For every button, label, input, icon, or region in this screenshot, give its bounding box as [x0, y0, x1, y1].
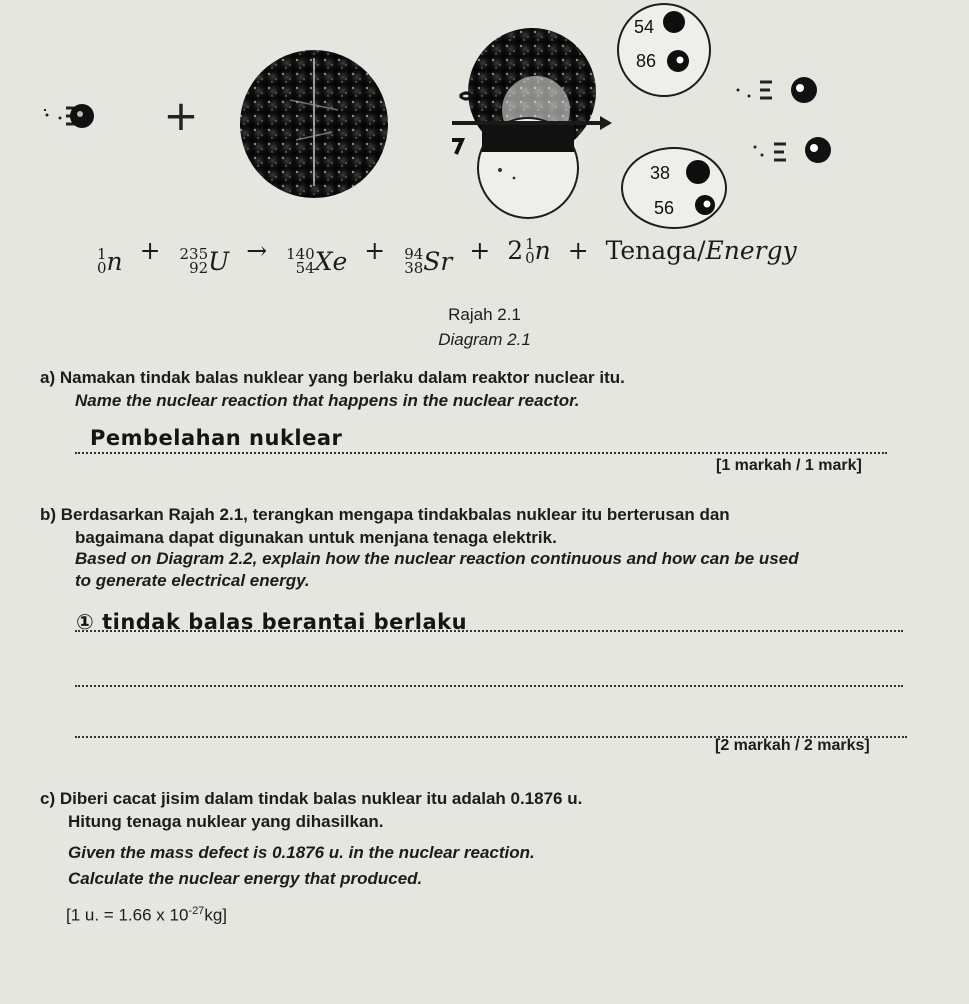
- question-a-english: Name the nuclear reaction that happens in the nuclear reactor.: [75, 391, 580, 410]
- question-c-english-line1: Given the mass defect is 0.1876 u. in the nuclear reaction.: [68, 843, 535, 862]
- mass-number: 1: [97, 245, 107, 263]
- answer-b: ① tindak balas berantai berlaku: [76, 610, 468, 634]
- mass-number: 94: [404, 245, 424, 263]
- atomic-number: 38: [404, 259, 424, 277]
- xe-proton-count: 54: [634, 17, 655, 37]
- answer-a: Pembelahan nuklear: [90, 426, 343, 450]
- sr-proton-count: 38: [650, 163, 671, 183]
- symbol: n: [534, 236, 551, 265]
- question-c-english-line2: Calculate the nuclear energy that produced.: [68, 869, 423, 888]
- energy-term: [606, 236, 797, 265]
- neutrons-out-term: [507, 236, 551, 265]
- strontium-fragment: [478, 118, 578, 218]
- strontium-ellipse: [622, 148, 726, 228]
- answer-line-a: [75, 452, 887, 454]
- mass-number: 235: [179, 245, 209, 263]
- xe-neutron-count: 86: [636, 51, 657, 71]
- atomic-number: 0: [525, 248, 535, 267]
- nuclear-equation: [95, 236, 855, 294]
- question-b-malay-line2: bagaimana dapat digunakan untuk menjana tenaga elektrik.: [75, 528, 557, 547]
- question-a-malay: a) Namakan tindak balas nuklear yang berlaku dalam reaktor nuclear itu.: [40, 368, 625, 387]
- plus-operator: +: [469, 236, 491, 265]
- plus-operator: +: [139, 236, 161, 265]
- symbol: Sr: [423, 246, 453, 276]
- question-b-malay-line1: b) Berdasarkan Rajah 2.1, terangkan mengapa tindakbalas nuklear itu berterusan dan: [40, 505, 730, 524]
- xenon-ellipse: [618, 4, 710, 96]
- atomic-number: 92: [189, 259, 209, 277]
- question-c-malay-line2: Hitung tenaga nuklear yang dihasilkan.: [68, 812, 384, 831]
- energy-malay: Tenaga/: [605, 236, 706, 265]
- coefficient: 2: [507, 236, 524, 265]
- question-b-english-line1: Based on Diagram 2.2, explain how the nuclear reaction continuous and how can be used: [75, 549, 799, 568]
- answer-line-b1: [75, 630, 903, 632]
- sr-neutron-count: 56: [654, 198, 675, 218]
- outgoing-neutron-1: [737, 77, 818, 103]
- mass-number: 1: [525, 234, 535, 253]
- answer-line-b2: [75, 685, 903, 687]
- fission-diagram: [0, 0, 969, 240]
- question-b-english-line2: to generate electrical energy.: [75, 571, 310, 590]
- diagram-caption-english: Diagram 2.1: [438, 330, 531, 349]
- neutron-in-term: [95, 247, 123, 276]
- xenon-term: [284, 247, 347, 276]
- marks-b: [2 markah / 2 marks]: [715, 737, 870, 754]
- mass-number: 140: [286, 245, 315, 263]
- constant-prefix: [1 u. = 1.66 x 10: [66, 905, 189, 925]
- question-c-malay-line1: c) Diberi cacat jisim dalam tindak balas nuklear itu adalah 0.1876 u.: [40, 789, 583, 808]
- marks-a: [1 markah / 1 mark]: [716, 457, 862, 474]
- atomic-number: 54: [295, 259, 315, 277]
- strontium-term: [402, 247, 452, 276]
- outgoing-neutron-2: [754, 137, 832, 163]
- symbol: U: [208, 246, 230, 276]
- energy-english: Energy: [705, 236, 797, 265]
- symbol: n: [106, 246, 123, 276]
- uranium-nucleus: [240, 50, 388, 198]
- constant-exponent: -27: [188, 905, 205, 917]
- uranium-term: [178, 247, 230, 276]
- plus-operator: +: [364, 236, 386, 265]
- reaction-arrow: →: [246, 236, 268, 265]
- mass-unit-constant: [66, 901, 227, 926]
- plus-sign: +: [163, 91, 199, 140]
- plus-operator: +: [567, 236, 589, 265]
- incoming-neutron: [44, 104, 94, 128]
- symbol: Xe: [314, 246, 348, 276]
- atomic-number: 0: [97, 259, 107, 277]
- constant-suffix: kg]: [204, 905, 227, 925]
- diagram-caption-malay: Rajah 2.1: [448, 305, 521, 324]
